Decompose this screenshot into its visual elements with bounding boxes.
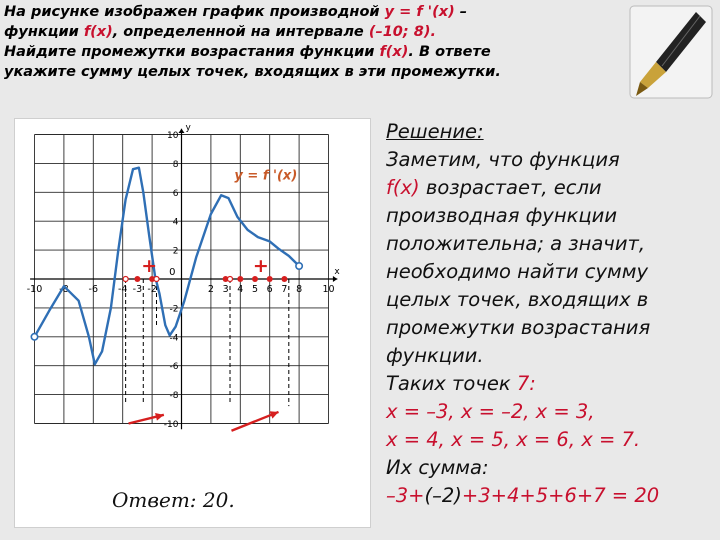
answer-text: Ответ: 20. [112,488,235,512]
task-line-1 [4,2,604,22]
integer-point [281,276,287,282]
task-line-2 [4,22,604,42]
task-highlight: f(x) [379,44,409,60]
solution-line [386,482,716,510]
x-tick-label: -8 [59,284,69,295]
task-highlight: y = f '(x) [384,4,455,20]
task-text: – [454,4,468,20]
integer-point [237,276,243,282]
solution-line: промежутки возрастания [386,316,651,339]
solution-highlight: –3+ [386,484,425,507]
y-tick-label: 2 [172,246,179,257]
solution-line: необходимо найти сумму [386,260,648,283]
solution-line: x = –3, x = –2, x = 3, [386,400,595,423]
interval-endpoint [154,277,159,282]
x-tick-label: -10 [26,284,43,295]
task-text: Найдите промежутки возрастания функции [4,44,380,60]
solution-line: производная функции [386,204,617,227]
solution-title: Решение: [386,120,484,143]
solution-line [386,174,716,202]
task-highlight: f(x) [83,24,113,40]
y-tick-label: -8 [169,391,179,402]
open-endpoint-right [296,263,302,269]
derivative-graph-panel [14,118,371,528]
x-tick-label: -6 [88,284,99,295]
y-axis-label: y [185,123,191,134]
task-text: На рисунке изображен график производной [4,4,385,20]
solution-text: возрастает, если [419,176,602,199]
y-tick-label: -2 [169,304,179,315]
y-tick-label: -4 [169,333,179,344]
solution-highlight: f(x) [386,176,420,199]
solution-block [386,118,716,510]
task-text: , определенной на интервале [112,24,369,40]
task-statement [4,2,604,82]
solution-line: Заметим, что функция [386,148,620,171]
x-tick-label: 8 [296,284,303,295]
x-tick-label: 5 [251,284,259,295]
task-line-3 [4,42,604,62]
fountain-pen-icon [626,2,716,102]
plus-sign: + [141,255,158,277]
x-tick-label: 3 [222,284,229,295]
solution-line: функции. [386,344,484,367]
curve-label: y = f '(x) [234,168,298,184]
solution-text: Таких точек [386,372,517,395]
solution-highlight: +3+4+5+6+7 = 20 [461,484,660,507]
solution-line: целых точек, входящих в [386,288,649,311]
origin-label: 0 [169,267,176,278]
task-highlight: (–10; 8). [368,24,436,40]
y-tick-label: 8 [172,159,179,170]
x-tick-label: 7 [281,284,288,295]
x-tick-label: 10 [322,284,335,295]
y-tick-label: 10 [167,131,179,141]
task-line-4: укажите сумму целых точек, входящих в эти промежутки. [4,64,501,80]
y-tick-label: 4 [172,217,179,228]
solution-line: положительна; а значит, [386,232,646,255]
interval-endpoint [123,277,128,282]
solution-line [386,370,716,398]
y-tick-label: -6 [169,362,179,373]
x-tick-label: -3 [132,284,143,295]
solution-line: Их сумма: [386,456,489,479]
x-axis-label: x [334,267,340,277]
open-endpoint-left [31,334,37,340]
x-tick-label: 2 [207,284,214,295]
solution-highlight: 7: [516,372,536,395]
interval-endpoint [228,277,233,282]
derivative-graph [15,119,370,527]
y-tick-label: 6 [172,188,179,199]
x-tick-label: -4 [117,284,128,295]
task-text: функции [4,24,84,40]
x-tick-label: -2 [147,284,157,295]
task-text: . В ответе [408,44,491,60]
solution-text: (–2) [424,484,462,507]
solution-line: x = 4, x = 5, x = 6, x = 7. [386,428,641,451]
x-tick-label: 4 [237,284,244,295]
y-axis-arrow [179,129,185,133]
plus-sign: + [252,255,269,277]
y-tick-label: -10 [163,420,179,430]
integer-point [134,276,140,282]
x-tick-label: 6 [266,284,273,295]
